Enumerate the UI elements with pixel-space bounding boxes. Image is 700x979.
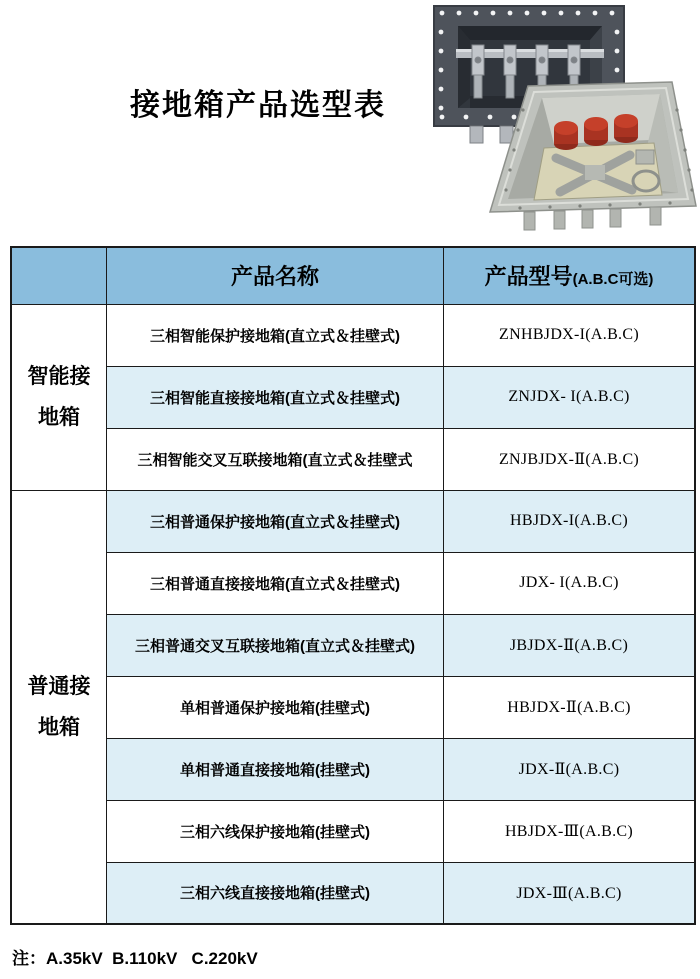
name-header-label: 产品名称 [230,264,319,290]
product-name-cell: 单相普通保护接地箱(挂壁式) [107,676,444,738]
page-title: 接地箱产品选型表 [130,89,386,122]
product-photos [420,0,700,240]
category-cell-ordinary: 普通接 地箱 [11,490,107,924]
product-model-cell: HBJDX-Ⅲ(A.B.C) [444,800,696,862]
table-row [11,738,695,800]
product-name-cell: 三相智能保护接地箱(直立式＆挂壁式) [107,304,444,366]
table-row [11,614,695,676]
table-row [11,676,695,738]
category-header-cell [11,247,107,304]
bottom-studs-dark-box [470,126,513,143]
product-model-cell: HBJDX-Ⅱ(A.B.C) [444,676,696,738]
model-header-cell [444,247,696,304]
product-model-cell: HBJDX-I(A.B.C) [444,490,696,552]
product-model-cell: ZNJBJDX-Ⅱ(A.B.C) [444,428,696,490]
table-row [11,862,695,924]
product-name-cell: 三相普通保护接地箱(直立式＆挂壁式) [107,490,444,552]
table-row [11,366,695,428]
table-row [11,552,695,614]
model-header-label: 产品型号 [484,264,573,290]
category-cell-smart: 智能接 地箱 [11,304,107,490]
table-row [11,490,695,552]
product-model-cell: ZNHBJDX-I(A.B.C) [444,304,696,366]
table-row [11,428,695,490]
table-row [11,800,695,862]
model-header-suffix: (A.B.C可选) [572,271,654,289]
product-name-cell: 三相普通交叉互联接地箱(直立式＆挂壁式) [107,614,444,676]
product-model-cell: JDX-Ⅲ(A.B.C) [444,862,696,924]
voltage-note: 注：A.35kV B.110kV C.220kV [12,949,258,968]
product-model-cell: JDX- I(A.B.C) [444,552,696,614]
product-name-cell: 三相智能直接接地箱(直立式＆挂壁式) [107,366,444,428]
product-selection-table [10,246,696,925]
product-name-cell: 三相智能交叉互联接地箱(直立式＆挂壁式 [107,428,444,490]
product-name-cell: 三相六线直接接地箱(挂壁式) [107,862,444,924]
product-model-cell: JBJDX-Ⅱ(A.B.C) [444,614,696,676]
name-header-cell [107,247,444,304]
product-model-cell: ZNJDX- I(A.B.C) [444,366,696,428]
product-name-cell: 三相六线保护接地箱(挂壁式) [107,800,444,862]
product-model-cell: JDX-Ⅱ(A.B.C) [444,738,696,800]
table-header-row [11,247,695,304]
product-name-cell: 三相普通直接接地箱(直立式＆挂壁式) [107,552,444,614]
product-name-cell: 单相普通直接接地箱(挂壁式) [107,738,444,800]
table-row [11,304,695,366]
